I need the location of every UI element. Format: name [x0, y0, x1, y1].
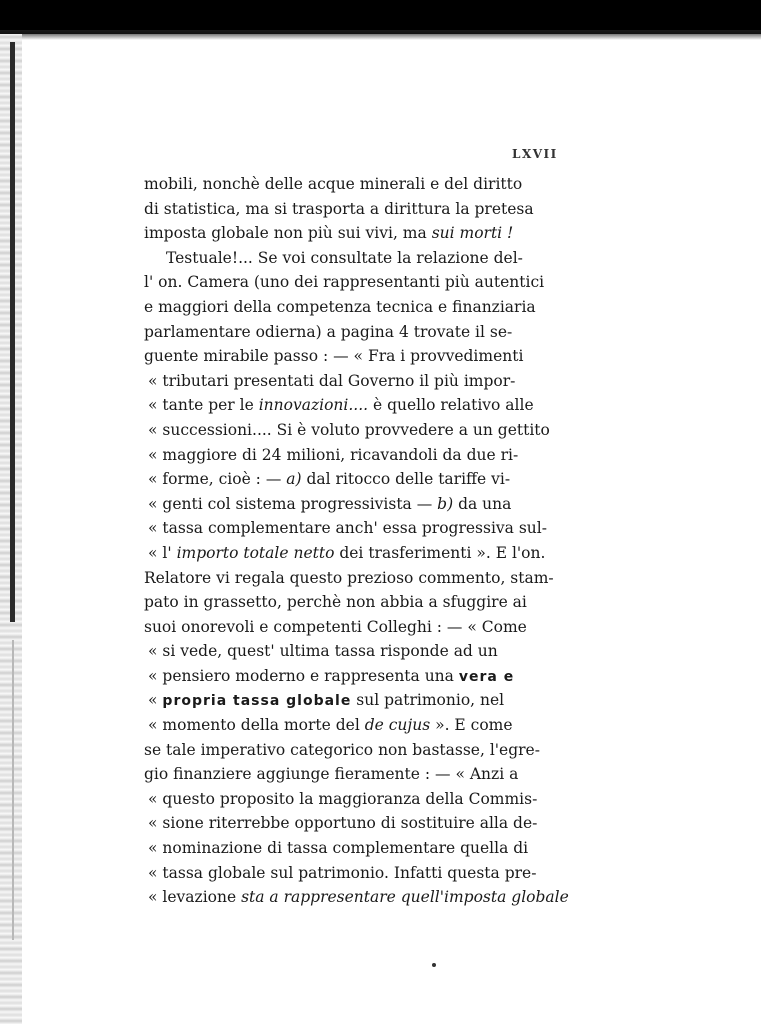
text-segment: l' on. Camera (uno dei rappresentanti più autentici [144, 273, 545, 292]
text-segment: « genti col sistema progressivista — [148, 494, 438, 513]
text-line [144, 467, 560, 492]
ink-speck [432, 963, 436, 967]
text-line [144, 344, 560, 369]
text-line [144, 590, 560, 615]
text-segment: suoi onorevoli e competenti Colleghi : — « Come [144, 617, 527, 636]
text-segment: « tassa complementare anch' essa progressiva sul- [148, 519, 547, 538]
text-line [144, 541, 560, 566]
italic-text: sta a rappresentare quell'imposta globale [241, 888, 569, 907]
text-line [144, 639, 560, 664]
scan-top-shadow [0, 30, 761, 40]
text-segment: e maggiori della competenza tecnica e finanziaria [144, 297, 536, 316]
text-segment: « nominazione di tassa complementare quella di [148, 839, 529, 858]
text-segment: pato in grassetto, perchè non abbia a sfuggire ai [144, 593, 527, 612]
text-line [144, 443, 560, 468]
page-number: LXVII [512, 147, 558, 161]
text-segment: mobili, nonchè delle acque minerali e del diritto [144, 175, 523, 193]
text-segment: se tale imperativo categorico non bastasse, l'egre- [144, 740, 540, 759]
text-line [144, 418, 560, 443]
text-segment: « forme, cioè : — [148, 470, 287, 489]
text-segment: « questo proposito la maggioranza della Commis- [148, 789, 538, 808]
italic-text: innovazioni.... [258, 396, 369, 415]
text-line [144, 615, 560, 640]
text-line [144, 295, 560, 320]
text-line [144, 492, 560, 517]
italic-text: b) [437, 494, 454, 513]
text-segment: gio finanziere aggiunge fieramente : — « Anzi a [144, 765, 519, 784]
text-segment: « successioni.... Si è voluto provvedere a un gettito [148, 420, 550, 439]
text-segment: parlamentare odierna) a pagina 4 trovate il se- [144, 322, 513, 341]
text-segment: « l' [148, 543, 177, 562]
text-segment: Relatore vi regala questo prezioso commento, stam- [144, 568, 554, 587]
text-line [144, 713, 560, 738]
text-segment: « pensiero moderno e rappresenta una [148, 666, 459, 685]
text-segment: « [148, 691, 163, 710]
text-segment: dal ritocco delle tariffe vi- [301, 470, 511, 489]
text-line [144, 270, 560, 295]
text-segment: Testuale!... Se voi consultate la relazione del- [166, 248, 523, 267]
text-segment: « tassa globale sul patrimonio. Infatti questa pre- [148, 863, 537, 882]
text-line [144, 861, 560, 886]
scan-binding-line [10, 42, 15, 622]
italic-text: sui morti ! [431, 224, 514, 243]
italic-text: importo totale netto [176, 543, 335, 562]
text-line [144, 516, 560, 541]
text-line [144, 393, 560, 418]
text-line [144, 246, 560, 271]
scan-binding-line-faint [12, 640, 14, 940]
text-line [144, 738, 560, 763]
scan-top-border [0, 0, 761, 34]
text-segment: è quello relativo alle [368, 396, 534, 415]
text-segment: guente mirabile passo : — « Fra i provvedimenti [144, 347, 524, 366]
bold-text: propria tassa globale [162, 693, 352, 710]
text-segment: « levazione [148, 888, 242, 907]
text-segment: ». E come [430, 716, 513, 735]
text-segment: imposta globale non più sui vivi, ma [144, 224, 432, 243]
text-line [144, 762, 560, 787]
text-line [144, 172, 560, 197]
text-line [144, 320, 560, 345]
body-text [144, 172, 569, 910]
text-line [144, 885, 569, 910]
text-segment: sul patrimonio, nel [351, 691, 505, 710]
text-line [144, 836, 560, 861]
italic-text: de cujus [364, 716, 431, 735]
text-line [144, 664, 560, 689]
text-segment: « sione riterrebbe opportuno di sostituire alla de- [148, 814, 538, 833]
text-segment: « si vede, quest' ultima tassa risponde ad un [148, 642, 498, 661]
text-line [144, 787, 560, 812]
text-line [144, 221, 560, 246]
text-segment: « tributari presentati dal Governo il più impor- [148, 371, 516, 390]
text-line [144, 566, 560, 591]
text-segment: « tante per le [148, 396, 259, 415]
text-line [144, 688, 560, 713]
text-line [144, 811, 560, 836]
text-segment: di statistica, ma si trasporta a dirittura la pretesa [144, 199, 534, 218]
bold-text: vera e [458, 668, 515, 685]
text-line [144, 369, 560, 394]
text-line [144, 197, 560, 222]
italic-text: a) [286, 470, 302, 489]
text-segment: « maggiore di 24 milioni, ricavandoli da due ri- [148, 445, 519, 464]
text-segment: da una [453, 494, 512, 513]
text-segment: « momento della morte del [148, 716, 365, 735]
text-segment: dei trasferimenti ». E l'on. [334, 543, 546, 562]
